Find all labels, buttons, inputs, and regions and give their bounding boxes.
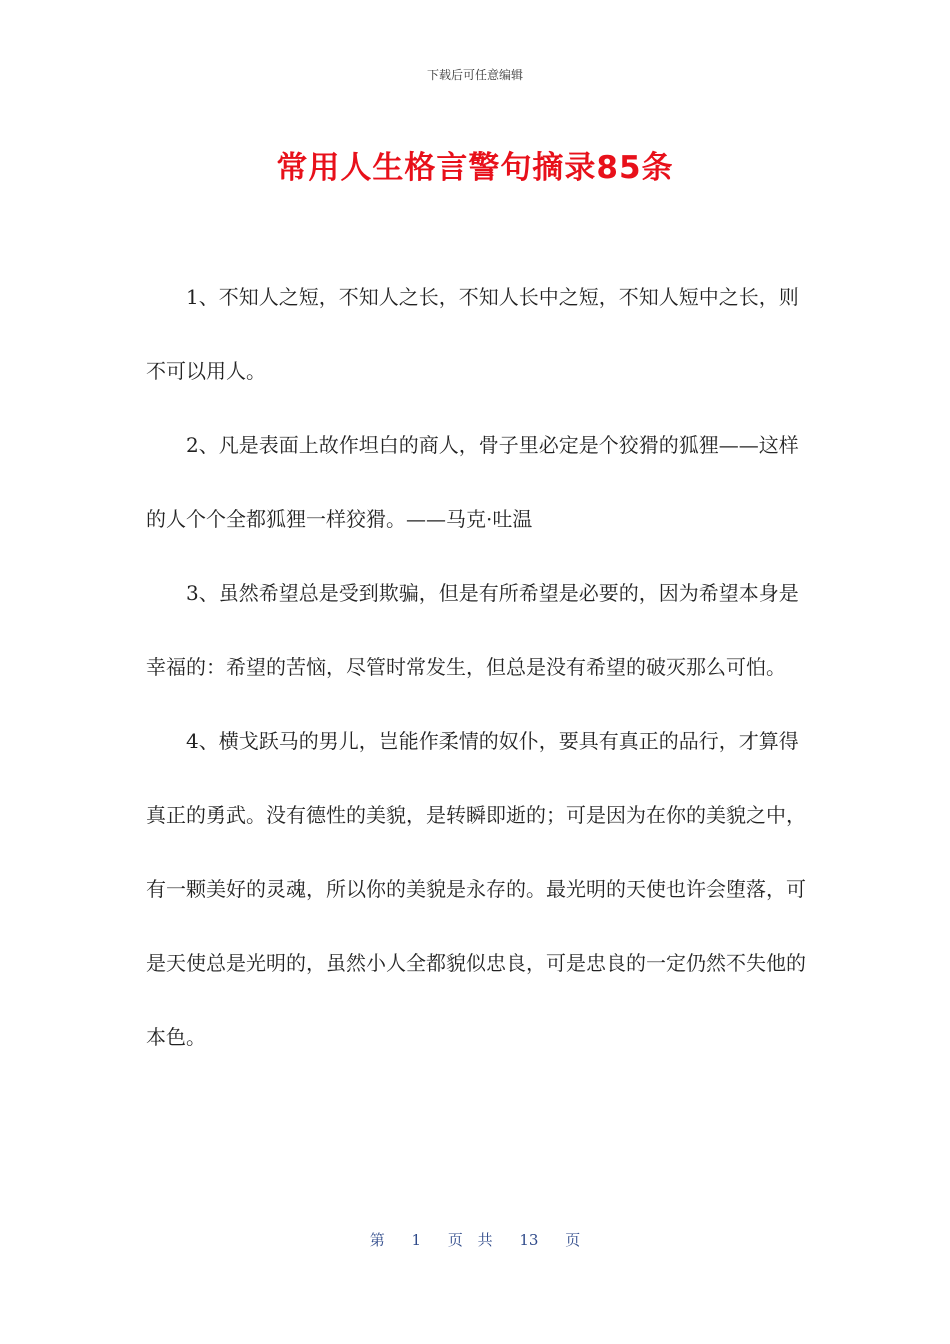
paragraph-3: 3、虽然希望总是受到欺骗，但是有所希望是必要的，因为希望本身是幸福的：希望的苦恼，尽管时常发生，但总是没有希望的破灭那么可怕。 [146, 581, 799, 679]
footer-page-number: 1 [411, 1231, 422, 1249]
paragraph-2: 2、凡是表面上故作坦白的商人，骨子里必定是个狡猾的狐狸——这样的人个个全都狐狸一样狡猾。——马克·吐温 [146, 433, 799, 531]
page-footer [0, 1229, 950, 1250]
document-title: 常用人生格言警句摘录85条 [276, 150, 674, 186]
footer-middle: 页 共 [447, 1231, 493, 1249]
footer-suffix: 页 [565, 1231, 581, 1249]
document-body [146, 260, 806, 1074]
paragraph-4: 4、横戈跃马的男儿，岂能作柔情的奴仆，要具有真正的品行，才算得真正的勇武。没有德性的美貌，是转瞬即逝的；可是因为在你的美貌之中，有一颗美好的灵魂，所以你的美貌是永存的。最光明的天使也许会堕落，可是天使总是光明的，虽然小人全都貌似忠良，可是忠良的一定仍然不失他的本色。 [146, 729, 806, 1049]
header-note: 下载后可任意编辑 [426, 68, 523, 82]
footer-prefix: 第 [369, 1231, 385, 1249]
footer-total-pages: 13 [519, 1231, 539, 1249]
paragraph-1: 1、不知人之短，不知人之长，不知人长中之短，不知人短中之长，则不可以用人。 [146, 285, 799, 383]
